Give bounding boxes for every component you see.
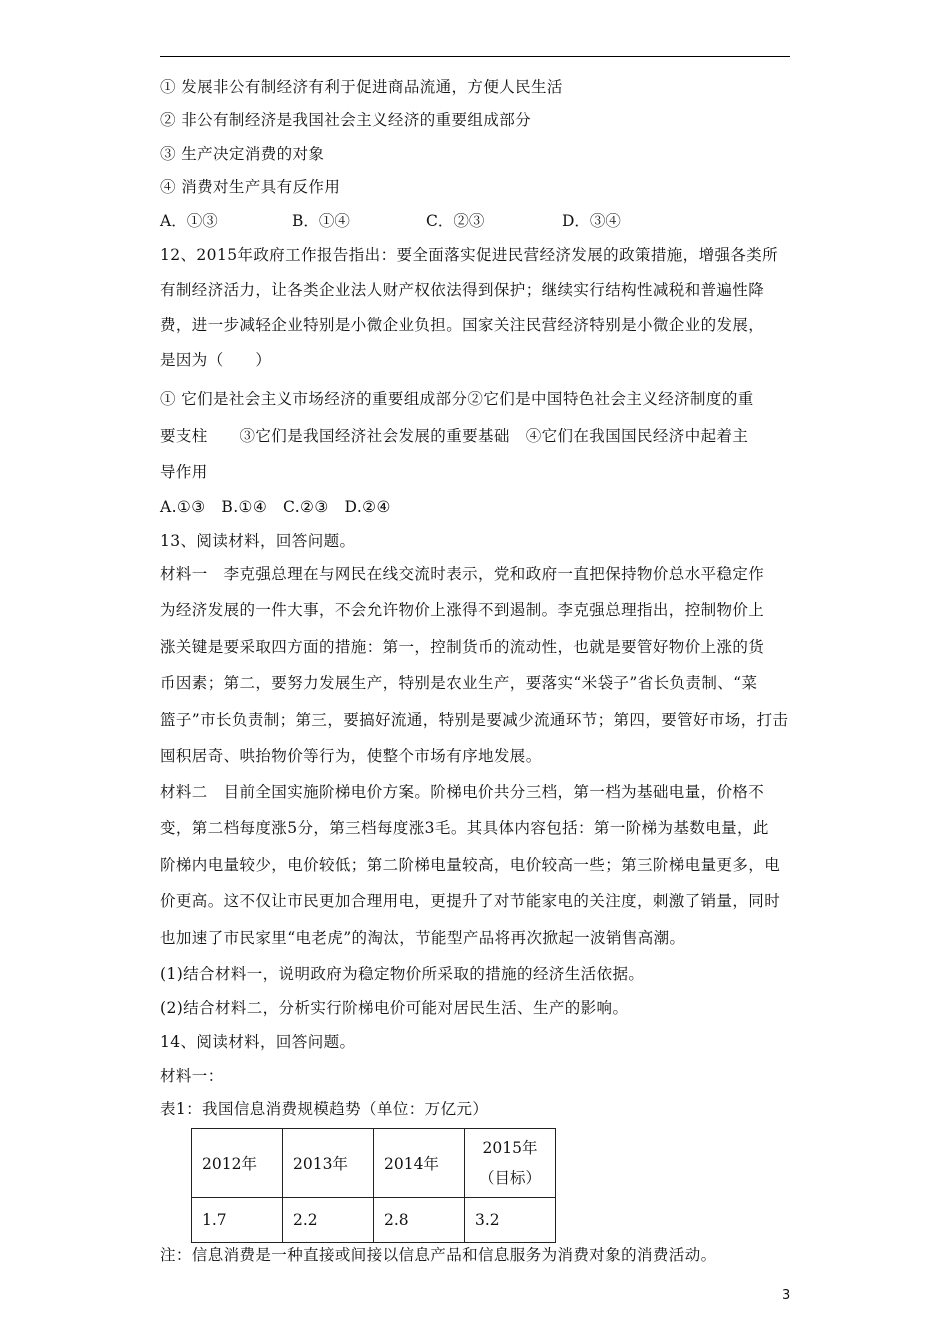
m2-line-2: 变，第二档每度涨5分，第三档每度涨3毛。其具体内容包括：第一阶梯为基数电量，此 bbox=[160, 819, 769, 837]
table-value-row bbox=[192, 1198, 556, 1243]
option-d: D．③④ bbox=[562, 212, 621, 230]
q11-options bbox=[160, 211, 621, 231]
m2-line-4: 价更高。这不仅让市民更加合理用电，更提升了对节能家电的关注度，刺激了销量，同时 bbox=[160, 892, 781, 910]
header-2015 bbox=[465, 1129, 556, 1198]
q12-line-4: 是因为（ ） bbox=[160, 351, 272, 369]
q12-line-1: 12、2015年政府工作报告指出：要全面落实促进民营经济发展的政策措施，增强各类所 bbox=[160, 246, 779, 264]
q12-line-2: 有制经济活力，让各类企业法人财产权依法得到保护；继续实行结构性减税和普遍性降 bbox=[160, 281, 765, 299]
m2-line-5: 也加速了市民家里“电老虎”的淘汰，节能型产品将再次掀起一波销售高潮。 bbox=[160, 929, 686, 947]
header-2015-target: （目标） bbox=[478, 1169, 541, 1187]
table-header-row bbox=[192, 1129, 556, 1198]
statement-3: ③ 生产决定消费的对象 bbox=[160, 145, 325, 163]
q12-stmt-2: 要支柱 ③它们是我国经济社会发展的重要基础 ④它们在我国国民经济中起着主 bbox=[160, 427, 749, 445]
m1-line-1: 材料一 李克强总理在与网民在线交流时表示，党和政府一直把保持物价总水平稳定作 bbox=[160, 565, 765, 583]
value-2014: 2.8 bbox=[374, 1198, 465, 1243]
header-2015-year: 2015年 bbox=[482, 1139, 538, 1157]
statement-1: ① 发展非公有制经济有利于促进商品流通，方便人民生活 bbox=[160, 78, 563, 96]
table-note: 注：信息消费是一种直接或间接以信息产品和信息服务为消费对象的消费活动。 bbox=[160, 1246, 717, 1264]
q12-stmt-1: ① 它们是社会主义市场经济的重要组成部分②它们是中国特色社会主义经济制度的重 bbox=[160, 390, 754, 408]
header-rule bbox=[160, 56, 790, 57]
q14-title: 14、阅读材料，回答问题。 bbox=[160, 1033, 356, 1051]
option-b: B．①④ bbox=[292, 212, 350, 230]
m1-line-3: 涨关键是要采取四方面的措施：第一，控制货币的流动性，也就是要管好物价上涨的货 bbox=[160, 638, 765, 656]
q13-part-2: (2)结合材料二，分析实行阶梯电价可能对居民生活、生产的影响。 bbox=[160, 999, 629, 1017]
m2-line-3: 阶梯内电量较少，电价较低；第二阶梯电量较高，电价较高一些；第三阶梯电量更多，电 bbox=[160, 856, 781, 874]
q14-material-label: 材料一： bbox=[160, 1067, 224, 1085]
statement-2: ② 非公有制经济是我国社会主义经济的重要组成部分 bbox=[160, 111, 532, 129]
q13-part-1: (1)结合材料一，说明政府为稳定物价所采取的措施的经济生活依据。 bbox=[160, 965, 645, 983]
value-2013: 2.2 bbox=[283, 1198, 374, 1243]
q12-stmt-3: 导作用 bbox=[160, 463, 208, 481]
q13-title: 13、阅读材料，回答问题。 bbox=[160, 532, 356, 550]
option-a: A．①③ bbox=[160, 212, 218, 230]
option-c: C．②③ bbox=[426, 212, 485, 230]
m1-line-5: 篮子”市长负责制；第三，要搞好流通，特别是要减少流通环节；第四，要管好市场，打击 bbox=[160, 711, 789, 729]
m1-line-4: 币因素；第二，要努力发展生产，特别是农业生产，要落实“米袋子”省长负责制、“菜 bbox=[160, 674, 758, 692]
info-consumption-table bbox=[191, 1128, 556, 1243]
table-caption: 表1：我国信息消费规模趋势（单位：万亿元） bbox=[160, 1100, 489, 1118]
q12-line-3: 费，进一步减轻企业特别是小微企业负担。国家关注民营经济特别是小微企业的发展， bbox=[160, 316, 765, 334]
value-2012: 1.7 bbox=[192, 1198, 283, 1243]
m2-line-1: 材料二 目前全国实施阶梯电价方案。阶梯电价共分三档，第一档为基础电量，价格不 bbox=[160, 783, 765, 801]
m1-line-6: 囤积居奇、哄抬物价等行为，使整个市场有序地发展。 bbox=[160, 747, 542, 765]
header-2013: 2013年 bbox=[283, 1129, 374, 1198]
header-2012: 2012年 bbox=[192, 1129, 283, 1198]
m1-line-2: 为经济发展的一件大事，不会允许物价上涨得不到遏制。李克强总理指出，控制物价上 bbox=[160, 601, 765, 619]
statement-4: ④ 消费对生产具有反作用 bbox=[160, 178, 341, 196]
header-2014: 2014年 bbox=[374, 1129, 465, 1198]
q12-options: A.①③ B.①④ C.②③ D.②④ bbox=[160, 498, 391, 516]
page-number: 3 bbox=[782, 1288, 791, 1303]
value-2015: 3.2 bbox=[465, 1198, 556, 1243]
